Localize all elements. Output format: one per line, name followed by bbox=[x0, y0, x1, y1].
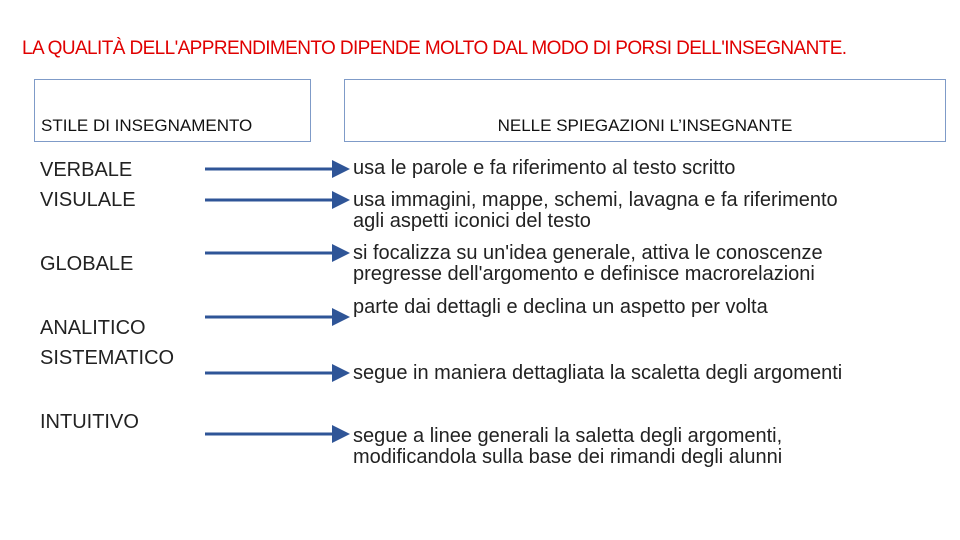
desc-globale-line2: pregresse dell'argomento e definisce macrorelazioni bbox=[353, 263, 815, 285]
style-visuale: VISULALE bbox=[40, 189, 136, 211]
desc-sistematico: segue in maniera dettagliata la scaletta degli argomenti bbox=[353, 362, 843, 384]
header-explanations-label: NELLE SPIEGAZIONI L’INSEGNANTE bbox=[497, 116, 793, 135]
style-globale: GLOBALE bbox=[40, 253, 134, 275]
desc-globale-line1: si focalizza su un'idea generale, attiva le conoscenze bbox=[353, 242, 823, 264]
header-teaching-style-label: STILE DI INSEGNAMENTO bbox=[41, 116, 253, 135]
desc-verbale: usa le parole e fa riferimento al testo scritto bbox=[353, 157, 736, 179]
desc-visuale-line2: agli aspetti iconici del testo bbox=[353, 210, 591, 232]
desc-intuitivo-line1: segue a linee generali la saletta degli argomenti, bbox=[353, 425, 783, 447]
desc-intuitivo-line2: modificandola sulla base dei rimandi degli alunni bbox=[353, 446, 783, 468]
desc-visuale-line1: usa immagini, mappe, schemi, lavagna e fa riferimento bbox=[353, 189, 838, 211]
style-sistematico: SISTEMATICO bbox=[40, 347, 175, 369]
desc-analitico: parte dai dettagli e declina un aspetto per volta bbox=[353, 296, 768, 318]
style-verbale: VERBALE bbox=[40, 159, 133, 181]
style-intuitivo: INTUITIVO bbox=[40, 411, 139, 433]
style-analitico: ANALITICO bbox=[40, 317, 146, 339]
slide-title: LA QUALITÀ DELL'APPRENDIMENTO DIPENDE MOLTO DAL MODO DI PORSI DELL'INSEGNANTE. bbox=[22, 38, 847, 59]
